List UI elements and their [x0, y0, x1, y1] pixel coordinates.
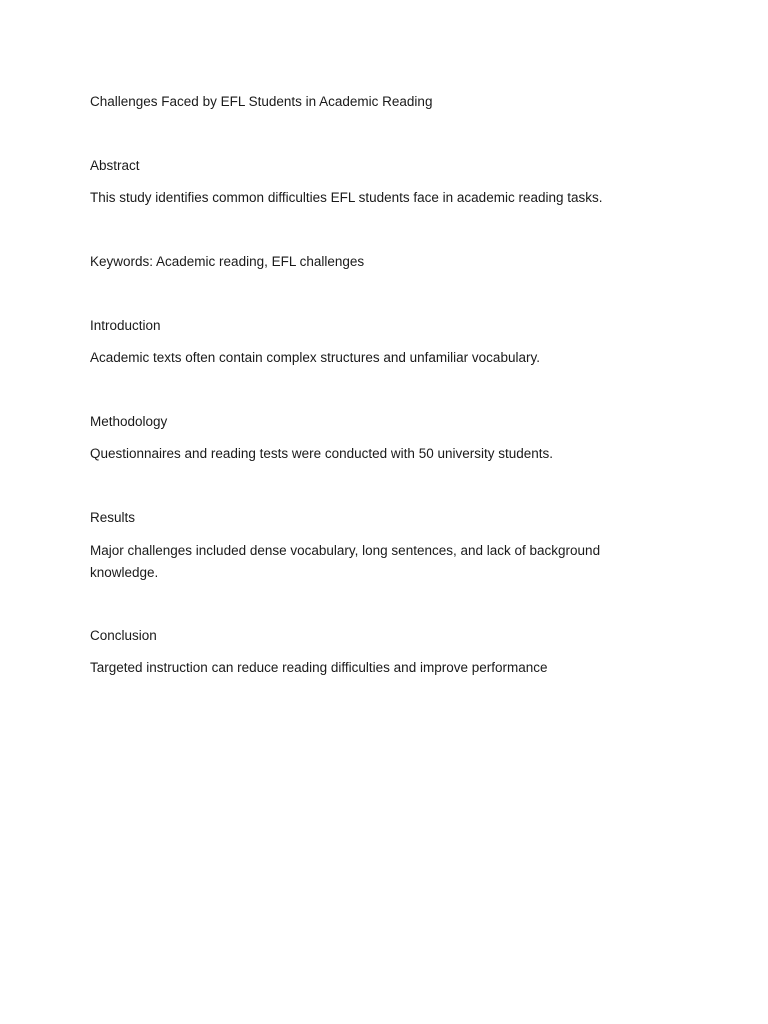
abstract-heading: Abstract: [90, 158, 140, 173]
conclusion-heading: Conclusion: [90, 628, 157, 643]
introduction-heading: Introduction: [90, 318, 161, 333]
methodology-heading: Methodology: [90, 414, 168, 429]
results-heading: Results: [90, 510, 136, 525]
keywords-line: Keywords: Academic reading, EFL challenges: [90, 254, 365, 269]
abstract-text: This study identifies common difficulties EFL students face in academic reading tasks.: [90, 190, 603, 205]
introduction-text: Academic texts often contain complex structures and unfamiliar vocabulary.: [90, 350, 540, 365]
results-text: Major challenges included dense vocabulary, long sentences, and lack of background knowledge.: [90, 543, 601, 580]
methodology-text: Questionnaires and reading tests were conducted with 50 university students.: [90, 446, 554, 461]
conclusion-text: Targeted instruction can reduce reading difficulties and improve performance: [90, 660, 548, 675]
document-title: Challenges Faced by EFL Students in Academic Reading: [90, 94, 433, 109]
